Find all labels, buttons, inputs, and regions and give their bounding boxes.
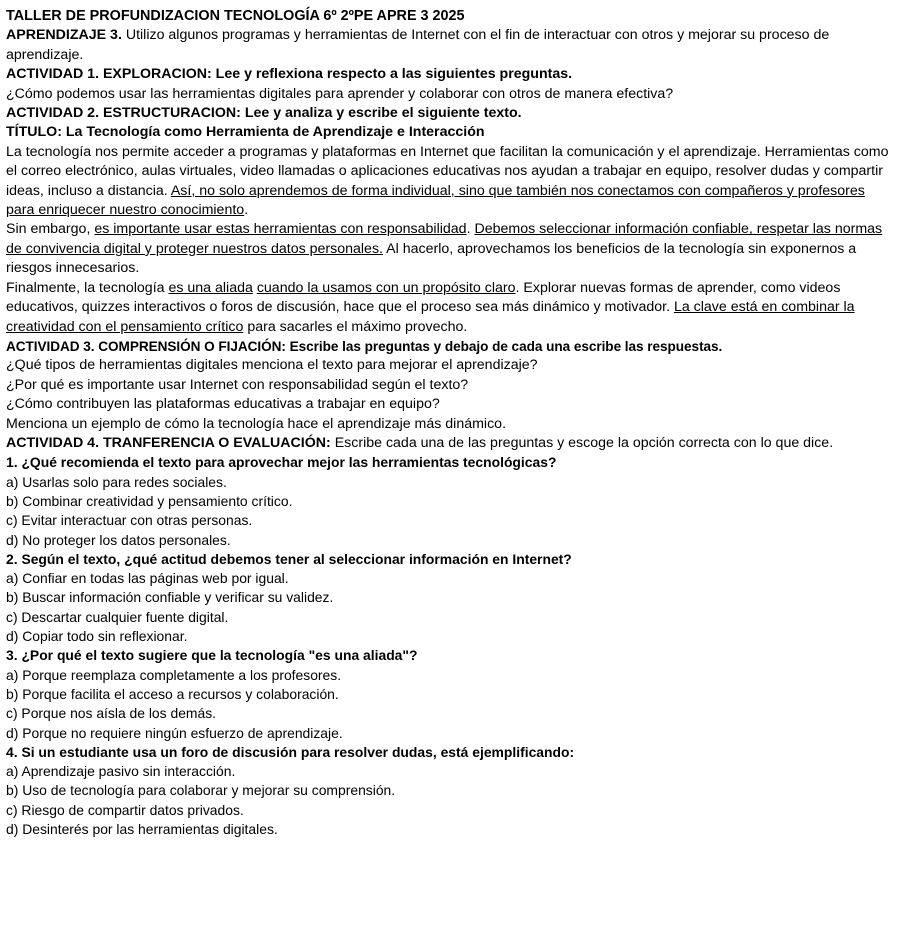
quiz-option: b) Buscar información confiable y verificar su validez. <box>6 589 334 606</box>
quiz-option: a) Confiar en todas las páginas web por igual. <box>6 570 289 587</box>
actividad3-title: ACTIVIDAD 3. COMPRENSIÓN O FIJACIÓN: Escribe las preguntas y debajo de cada una escribe las respuestas. <box>6 338 723 354</box>
quiz-option: b) Combinar creatividad y pensamiento crítico. <box>6 492 293 509</box>
actividad1-question: ¿Cómo podemos usar las herramientas digitales para aprender y colaborar con otros de manera efectiva? <box>6 85 674 102</box>
quiz-option: a) Aprendizaje pasivo sin interacción. <box>6 763 236 780</box>
quiz-option: b) Uso de tecnología para colaborar y mejorar su comprensión. <box>6 782 396 799</box>
p3-underlined-1: es una aliada <box>168 279 253 296</box>
aprendizaje-text: Utilizo algunos programas y herramientas de Internet con el fin de interactuar con otros y mejorar su proceso de aprendizaje. <box>6 27 830 63</box>
p1-text: La tecnología nos permite acceder a programas y plataformas en Internet que facilitan la comunicación y el aprendizaje. Herramientas como el correo electrónico, aulas virtuales, video llamadas o aplicaciones educativas nos ayudan a trabajar en equipo, resolver dudas y compartir ideas, incluso a distancia. <box>6 143 889 199</box>
p3-underlined-3: La clave está en combinar la creatividad con el pensamiento crítico <box>6 299 855 335</box>
p1-end: . <box>244 202 249 219</box>
p1-underlined: Así, no solo aprendemos de forma individual, sino que también nos conectamos con compañeros y profesores para enriquecer nuestro conocimiento <box>6 182 865 219</box>
quiz-question: 3. ¿Por qué el texto sugiere que la tecnología "es una aliada"? <box>6 647 418 664</box>
reading-paragraph-3 <box>6 279 894 337</box>
actividad3-question: ¿Qué tipos de herramientas digitales menciona el texto para mejorar el aprendizaje? <box>6 357 538 374</box>
actividad2-title: ACTIVIDAD 2. ESTRUCTURACION: Lee y analiza y escribe el siguiente texto. <box>6 105 522 122</box>
reading-title: TÍTULO: La Tecnología como Herramienta de Aprendizaje e Interacción <box>6 124 485 141</box>
p2-text-a: Sin embargo, <box>6 221 95 238</box>
p2-underlined-1: es importante usar estas herramientas con responsabilidad <box>94 221 467 238</box>
actividad4-heading <box>6 434 894 453</box>
actividad4-title: ACTIVIDAD 4. TRANFERENCIA O EVALUACIÓN: <box>6 434 331 451</box>
aprendizaje-paragraph <box>6 26 894 65</box>
quiz-question: 4. Si un estudiante usa un foro de discusión para resolver dudas, está ejemplificando: <box>6 743 575 760</box>
quiz-option: c) Riesgo de compartir datos privados. <box>6 801 244 818</box>
quiz-question: 2. Según el texto, ¿qué actitud debemos tener al seleccionar información en Internet? <box>6 550 572 567</box>
p3-underlined-2: cuando la usamos con un propósito claro <box>256 279 516 296</box>
aprendizaje-label: APRENDIZAJE 3. <box>6 27 122 44</box>
quiz-option: a) Usarlas solo para redes sociales. <box>6 473 227 490</box>
worksheet-header: TALLER DE PROFUNDIZACION TECNOLOGÍA 6º 2ºPE APRE 3 2025 <box>6 8 465 24</box>
quiz-option: c) Evitar interactuar con otras personas. <box>6 512 253 529</box>
quiz-option: d) Porque no requiere ningún esfuerzo de aprendizaje. <box>6 724 343 741</box>
actividad4-instruction: Escribe cada una de las preguntas y escoge la opción correcta con lo que dice. <box>330 434 834 451</box>
quiz-option: c) Descartar cualquier fuente digital. <box>6 608 229 625</box>
actividad1-title: ACTIVIDAD 1. EXPLORACION: Lee y reflexiona respecto a las siguientes preguntas. <box>6 66 573 83</box>
reading-paragraph-2 <box>6 220 894 278</box>
actividad3-question: Menciona un ejemplo de cómo la tecnología hace el aprendizaje más dinámico. <box>6 415 507 432</box>
reading-paragraph-1 <box>6 143 894 221</box>
quiz-option: d) Desinterés por las herramientas digitales. <box>6 820 278 837</box>
p2-text-c: Al hacerlo, aprovechamos los beneficios de la tecnología sin exponernos a riesgos innecesarios. <box>6 240 857 277</box>
p3-text-d: para sacarles el máximo provecho. <box>243 318 468 335</box>
quiz-option: a) Porque reemplaza completamente a los profesores. <box>6 666 342 683</box>
p3-text-c: . Explorar nuevas formas de aprender, como videos educativos, quizzes interactivos o foros de discusión, hace que el proceso sea más dinámico y motivador. <box>6 279 841 316</box>
actividad3-question: ¿Cómo contribuyen las plataformas educativas a trabajar en equipo? <box>6 396 440 413</box>
p2-underlined-2: Debemos seleccionar información confiable, respetar las normas de convivencia digital y proteger nuestros datos personales. <box>6 221 883 257</box>
quiz-question: 1. ¿Qué recomienda el texto para aprovechar mejor las herramientas tecnológicas? <box>6 454 557 471</box>
quiz-option: c) Porque nos aísla de los demás. <box>6 705 217 722</box>
quiz-list <box>6 453 894 839</box>
quiz-option: d) No proteger los datos personales. <box>6 531 231 548</box>
p3-text-a: Finalmente, la tecnología <box>6 279 169 296</box>
quiz-option: d) Copiar todo sin reflexionar. <box>6 628 188 645</box>
quiz-option: b) Porque facilita el acceso a recursos y colaboración. <box>6 685 339 702</box>
p2-text-b: . <box>466 221 475 238</box>
actividad3-question: ¿Por qué es importante usar Internet con responsabilidad según el texto? <box>6 376 469 393</box>
